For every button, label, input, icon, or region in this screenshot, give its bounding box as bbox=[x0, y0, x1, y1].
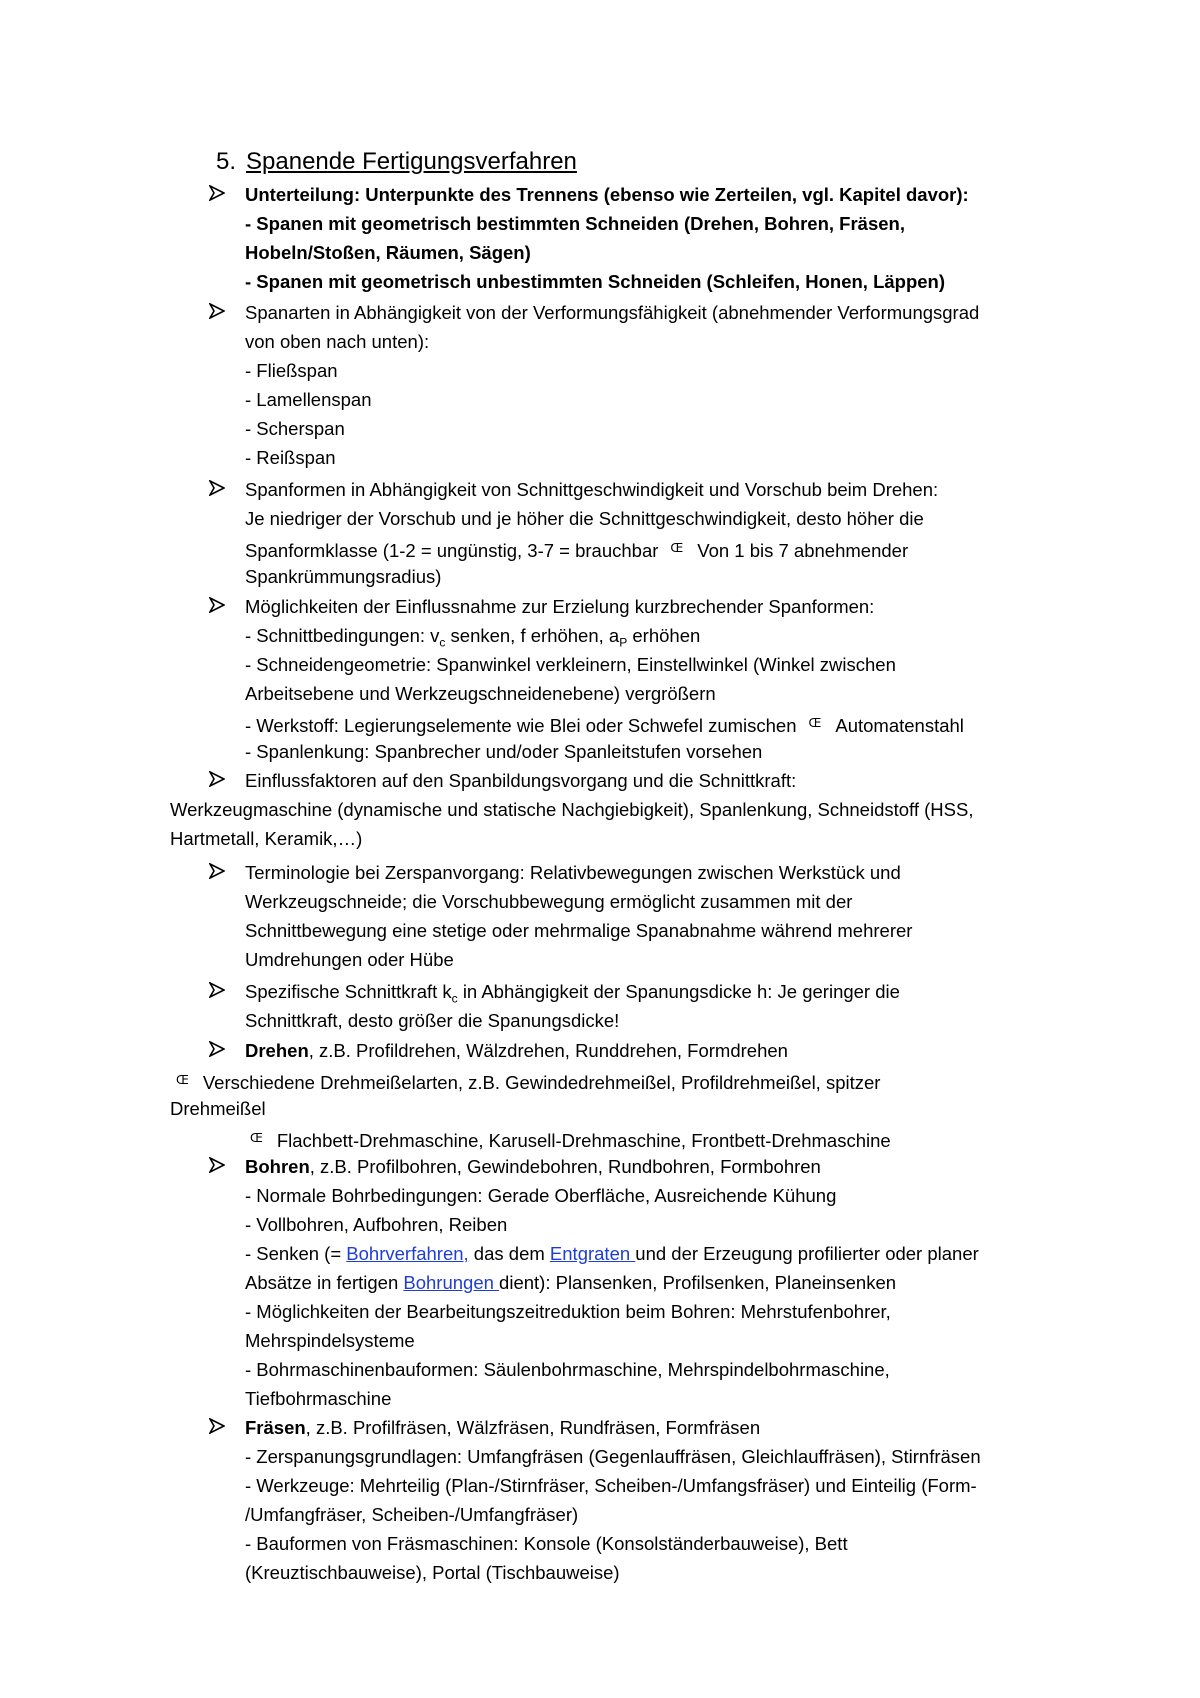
text-line: /Umfangfräser, Scheiben-/Umfangfräser) bbox=[245, 1504, 579, 1525]
text-line: - Werkzeuge: Mehrteilig (Plan-/Stirnfräser, Scheiben-/Umfangsfräser) und Einteilig (Form- bbox=[245, 1475, 977, 1496]
text-line: Drehmeißel bbox=[170, 1098, 266, 1119]
text-line: Tiefbohrmaschine bbox=[245, 1388, 392, 1409]
arrow-bullet-icon bbox=[209, 1041, 225, 1057]
text-line: - Senken (= Bohrverfahren, das dem Entgraten und der Erzeugung profilierter oder planer bbox=[245, 1243, 979, 1264]
text-line: Fräsen, z.B. Profilfräsen, Wälzfräsen, Rundfräsen, Formfräsen bbox=[245, 1417, 761, 1438]
text-line: Hartmetall, Keramik,…) bbox=[170, 828, 363, 849]
arrow-bullet-icon bbox=[209, 185, 225, 201]
arrow-symbol-icon: Œ bbox=[250, 1131, 263, 1145]
text-line: Einflussfaktoren auf den Spanbildungsvorgang und die Schnittkraft: bbox=[245, 770, 797, 791]
text-line: - Vollbohren, Aufbohren, Reiben bbox=[245, 1214, 508, 1235]
text-line: Umdrehungen oder Hübe bbox=[245, 949, 454, 970]
text-line: - Scherspan bbox=[245, 418, 345, 439]
text-line: Werkzeugschneide; die Vorschubbewegung ermöglicht zusammen mit der bbox=[245, 891, 853, 912]
page-title bbox=[216, 147, 577, 177]
text-line: Bohren, z.B. Profilbohren, Gewindebohren, Rundbohren, Formbohren bbox=[245, 1156, 821, 1177]
arrow-bullet-icon bbox=[209, 480, 225, 496]
text-line: Unterteilung: Unterpunkte des Trennens (ebenso wie Zerteilen, vgl. Kapitel davor): bbox=[245, 184, 969, 205]
text-line: Spanformen in Abhängigkeit von Schnittgeschwindigkeit und Vorschub beim Drehen: bbox=[245, 479, 939, 500]
arrow-symbol-icon: Œ bbox=[670, 541, 684, 555]
link-bohrverfahren[interactable]: Bohrverfahren, bbox=[346, 1243, 469, 1264]
link-entgraten[interactable]: Entgraten bbox=[549, 1243, 636, 1264]
text-line: - Fließspan bbox=[245, 360, 338, 381]
text-line: Spanformklasse (1-2 = ungünstig, 3-7 = brauchbar $^Œ$ Von 1 bis 7 abnehmender bbox=[245, 540, 909, 561]
arrow-bullet-icon bbox=[209, 597, 225, 613]
text-line: - Möglichkeiten der Bearbeitungszeitreduktion beim Bohren: Mehrstufenbohrer, bbox=[245, 1301, 891, 1322]
text-line: Absätze in fertigen Bohrungen dient): Plansenken, Profilsenken, Planeinsenken bbox=[245, 1272, 897, 1293]
arrow-bullet-icon bbox=[209, 1418, 225, 1434]
text-line: - Bauformen von Fräsmaschinen: Konsole (Konsolständerbauweise), Bett bbox=[245, 1533, 848, 1554]
text-line: Werkzeugmaschine (dynamische und statische Nachgiebigkeit), Spanlenkung, Schneidstoff (HSS, bbox=[170, 799, 974, 820]
text-line: - Spanen mit geometrisch unbestimmten Schneiden (Schleifen, Honen, Läppen) bbox=[245, 271, 946, 292]
arrow-bullet-icon bbox=[209, 771, 225, 787]
text-line: - Normale Bohrbedingungen: Gerade Oberfläche, Ausreichende Kühung bbox=[245, 1185, 837, 1206]
text-line: Mehrspindelsysteme bbox=[245, 1330, 415, 1351]
text-line: von oben nach unten): bbox=[245, 331, 430, 352]
text-line: - Werkstoff: Legierungselemente wie Blei oder Schwefel zumischen $^Œ$ Automatenstahl bbox=[245, 715, 964, 736]
text-line: $^Œ$ Flachbett-Drehmaschine, Karusell-Drehmaschine, Frontbett-Drehmaschine bbox=[250, 1130, 891, 1151]
text-line: Spanarten in Abhängigkeit von der Verformungsfähigkeit (abnehmender Verformungsgrad bbox=[245, 302, 980, 323]
link-bohrungen[interactable]: Bohrungen bbox=[403, 1272, 500, 1293]
text-line: Terminologie bei Zerspanvorgang: Relativbewegungen zwischen Werkstück und bbox=[245, 862, 901, 883]
text-line: Arbeitsebene und Werkzeugschneidenebene) vergrößern bbox=[245, 683, 716, 704]
text-line: Drehen, z.B. Profildrehen, Wälzdrehen, Runddrehen, Formdrehen bbox=[245, 1040, 788, 1061]
text-line: (Kreuztischbauweise), Portal (Tischbauweise) bbox=[245, 1562, 620, 1583]
text-line: - Spanlenkung: Spanbrecher und/oder Spanleitstufen vorsehen bbox=[245, 741, 763, 762]
heading-number: 5. bbox=[216, 148, 237, 175]
text-line: - Lamellenspan bbox=[245, 389, 372, 410]
heading-text: Spanende Fertigungsverfahren bbox=[246, 148, 577, 175]
text-line: $^Œ$ Verschiedene Drehmeißelarten, z.B. Gewindedrehmeißel, Profildrehmeißel, spitzer bbox=[176, 1072, 881, 1093]
text-line: Schnittbewegung eine stetige oder mehrmalige Spanabnahme während mehrerer bbox=[245, 920, 913, 941]
text-line: - Reißspan bbox=[245, 447, 336, 468]
text-line: - Spanen mit geometrisch bestimmten Schneiden (Drehen, Bohren, Fräsen, bbox=[245, 213, 905, 234]
text-line: Möglichkeiten der Einflussnahme zur Erzielung kurzbrechender Spanformen: bbox=[245, 596, 875, 617]
arrow-symbol-icon: Œ bbox=[808, 716, 822, 730]
text-line: - Schnittbedingungen: $v_c$ senken, f erhöhen, $a_P$ erhöhen bbox=[245, 625, 701, 650]
text-line: Hobeln/Stoßen, Räumen, Sägen) bbox=[245, 242, 531, 263]
arrow-bullet-icon bbox=[209, 1157, 225, 1173]
text-line: - Schneidengeometrie: Spanwinkel verkleinern, Einstellwinkel (Winkel zwischen bbox=[245, 654, 896, 675]
arrow-bullet-icon bbox=[209, 863, 225, 879]
text-line: - Zerspanungsgrundlagen: Umfangfräsen (Gegenlauffräsen, Gleichlauffräsen), Stirnfräsen bbox=[245, 1446, 981, 1467]
arrow-bullet-icon bbox=[209, 303, 225, 319]
text-line: Je niedriger der Vorschub und je höher die Schnittgeschwindigkeit, desto höher die bbox=[245, 508, 924, 529]
text-line: Spezifische Schnittkraft $k_c$ in Abhängigkeit der Spanungsdicke h: Je geringer die bbox=[245, 981, 900, 1006]
arrow-bullet-icon bbox=[209, 982, 225, 998]
text-line: - Bohrmaschinenbauformen: Säulenbohrmaschine, Mehrspindelbohrmaschine, bbox=[245, 1359, 890, 1380]
arrow-symbol-icon: Œ bbox=[176, 1073, 189, 1087]
text-line: Schnittkraft, desto größer die Spanungsdicke! bbox=[245, 1010, 620, 1031]
text-line: Spankrümmungsradius) bbox=[245, 566, 442, 587]
